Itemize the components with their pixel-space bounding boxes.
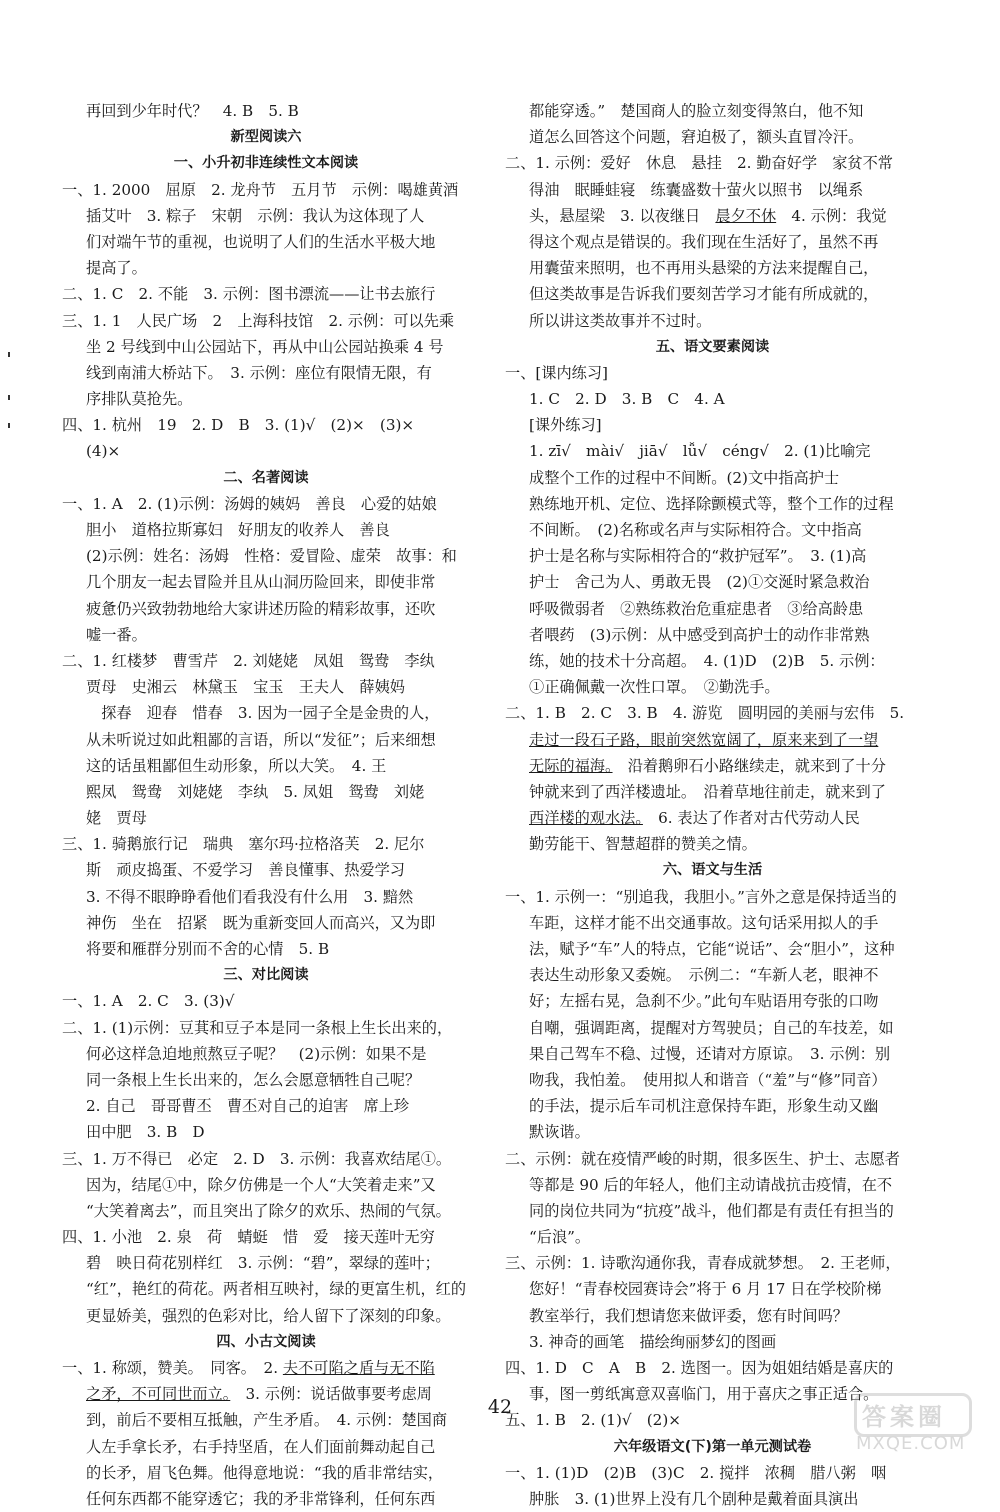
- answer-line: 一、[课内练习]: [505, 363, 608, 382]
- section-heading: 四、小古文阅读: [216, 1333, 316, 1350]
- answer-line: 护士 舍己为人、勇敢无畏 (2)①交涎时紧急救治: [529, 573, 870, 592]
- answer-line: 二、1. 示例：爱好 休息 悬挂 2. 勤奋好学 家贫不常: [505, 154, 893, 173]
- answer-line: 探春 迎春 惜春 3. 因为一园子全是金贵的人，: [86, 704, 440, 723]
- answer-line: 胆小 道格拉斯寡妇 好朋友的收养人 善良: [86, 521, 390, 539]
- answer-line: 走过一段石子路，眼前突然宽阔了，原来来到了一望: [529, 730, 879, 749]
- answer-line: 四、1. D C A B 2. 选图一。因为姐姐结婚是喜庆的: [505, 1359, 894, 1377]
- answer-line: 头，悬屋梁 3. 以夜继日 晨夕不休 4. 示例：我觉: [529, 206, 887, 225]
- answer-line: 更显娇美，强烈的色彩对比，给人留下了深刻的印象。: [86, 1306, 451, 1325]
- answer-line: 同的岗位共同为“抗疫”战斗，他们都是有责任有担当的: [529, 1201, 894, 1220]
- watermark-text: 答案圈: [862, 1402, 946, 1431]
- answer-line: 成整个工作的过程中不间断。(2)文中指高护士: [529, 468, 840, 487]
- answer-line: 坐 2 号线到中山公园站下，再从中山公园站换乘 4 号: [86, 337, 444, 356]
- answer-line: 任何东西都不能穿透它；我的矛非常锋利，任何东西: [86, 1489, 436, 1508]
- section-heading: 五、语文要素阅读: [655, 338, 770, 355]
- answer-line: 一、1. A 2. C 3. (3)√: [62, 992, 235, 1011]
- answer-line: 呼吸微弱者 ②熟练救治危重症患者 ③给高龄患: [529, 599, 864, 618]
- answer-line: ①正确佩戴一次性口罩。 ②勤洗手。: [529, 678, 780, 697]
- answer-line: 1. zī√ mài√ jiā√ lǚ√ céng√ 2. (1)比喻完: [529, 442, 871, 461]
- answer-line: 无际的福海。 沿着鹅卵石小路继续走，就来到了十分: [529, 756, 886, 775]
- answer-line: 们对端午节的重视，也说明了人们的生活水平极大地: [86, 232, 436, 251]
- answer-line: 从未听说过如此粗鄙的言语，所以“发征”；后来细想: [86, 730, 436, 749]
- answer-line: 嘘一番。: [86, 625, 147, 644]
- section-heading: 新型阅读六: [230, 129, 302, 146]
- answer-line: 果自己驾车不稳、过慢，还请对方原谅。 3. 示例：别: [529, 1044, 891, 1063]
- answer-line: 吻我，我怕羞。 使用拟人和谐音（“羞”与“修”同音）: [529, 1070, 887, 1089]
- answer-line: 这的话虽粗鄙但生动形象，所以大笑。 4. 王: [86, 756, 387, 775]
- answer-line: 都能穿透。” 楚国商人的脸立刻变得煞白，他不知: [529, 102, 864, 120]
- section-heading: 二、名著阅读: [223, 469, 309, 486]
- right-column: [505, 98, 920, 1512]
- answer-line: 到，前后不要相互抵触，产生矛盾。 4. 示例：楚国商: [86, 1411, 448, 1430]
- answer-line: 碧 映日荷花别样红 3. 示例：“碧”，翠绿的莲叶；: [86, 1254, 440, 1273]
- answer-line: 得油 眠睡蛙寝 练囊盛数十萤火以照书 以绳系: [529, 180, 864, 199]
- answer-line: 几个朋友一起去冒险并且从山洞历险回来，即使非常: [86, 573, 436, 592]
- answer-line: 3. 神奇的画笔 描绘绚丽梦幻的图画: [529, 1332, 777, 1351]
- left-column: [62, 98, 470, 1512]
- answer-line: 的长矛，眉飞色舞。他得意地说：“我的盾非常结实，: [86, 1463, 444, 1482]
- answer-line: (4)×: [86, 442, 121, 461]
- answer-line: 所以讲这类故事并不过时。: [529, 311, 712, 330]
- answer-line: 用囊萤来照明，也不再用头悬梁的方法来提醒自己，: [529, 259, 879, 278]
- answer-line: 人左手拿长矛，右手持坚盾，在人们面前舞动起自己: [86, 1437, 436, 1456]
- answer-line: 三、示例：1. 诗歌沟通你我，青春成就梦想。 2. 王老师，: [505, 1254, 901, 1273]
- answer-line: 再回到少年时代？ 4. B 5. B: [86, 102, 299, 120]
- answer-line: “红”，艳红的荷花。两者相互映衬，绿的更富生机，红的: [86, 1280, 467, 1299]
- answer-line: “后浪”。: [529, 1228, 591, 1247]
- answer-line: 神伤 坐在 招紧 既为重新变回人而高兴，又为即: [86, 913, 436, 932]
- answer-line: 五、1. B 2. (1)√ (2)×: [505, 1411, 681, 1430]
- answer-line: 二、示例：就在疫情严峻的时期，很多医生、护士、志愿者: [505, 1149, 900, 1168]
- answer-line: 三、1. 万不得已 必定 2. D 3. 示例：我喜欢结尾①。: [62, 1149, 452, 1168]
- answer-line: 四、1. 小池 2. 泉 荷 蜻蜓 惜 爱 接天莲叶无穷: [62, 1228, 435, 1247]
- answer-line: 一、1. 2000 屈原 2. 龙舟节 五月节 示例：喝雄黄酒: [62, 180, 459, 199]
- answer-line: 田中肥 3. B D: [86, 1123, 205, 1142]
- answer-line: 提高了。: [86, 259, 147, 278]
- answer-line: 事，图一剪纸寓意双喜临门，用于喜庆之事正适合。: [529, 1385, 879, 1404]
- answer-line: 等都是 90 后的年轻人，他们主动请战抗击疫情，在不: [529, 1175, 893, 1194]
- answer-line: 教室举行，我们想请您来做评委，您有时间吗？: [529, 1306, 848, 1325]
- answer-line: 插艾叶 3. 粽子 宋朝 示例：我认为这体现了人: [86, 206, 425, 225]
- answer-line: 车距，这样才能不出交通事故。这句话采用拟人的手: [529, 913, 879, 932]
- answer-line: 得这个观点是错误的。我们现在生活好了，虽然不再: [529, 232, 879, 251]
- answer-line: 三、1. 骑鹅旅行记 瑞典 塞尔玛·拉格洛芙 2. 尼尔: [62, 835, 425, 854]
- answer-line: 一、1. 示例一：“别追我，我胆小。”言外之意是保持适当的: [505, 887, 897, 906]
- answer-line: 2. 自己 哥哥曹丕 曹丕对自己的迫害 席上珍: [86, 1097, 410, 1116]
- answer-line: 贾母 史湘云 林黛玉 宝玉 王夫人 薛姨妈: [86, 678, 405, 697]
- answer-line: 熙凤 鸳鸯 刘姥姥 李纨 5. 凤姐 鸳鸯 刘姥: [86, 782, 425, 801]
- answer-line: 自嘲，强调距离，提醒对方驾驶员；自己的车技差，如: [529, 1018, 894, 1037]
- answer-line: 因为，结尾①中，除夕仿佛是一个人“大笑着走来”又: [86, 1175, 436, 1194]
- answer-line: 勤劳能干、智慧超群的赞美之情。: [529, 835, 757, 854]
- answer-line: 道怎么回答这个问题，窘迫极了，额头直冒冷汗。: [529, 128, 864, 147]
- answer-line: 何必这样急迫地煎熬豆子呢？ (2)示例：如果不是: [86, 1044, 427, 1063]
- answer-line: “大笑着离去”，而且突出了除夕的欢乐、热闹的气氛。: [86, 1201, 451, 1220]
- answer-line: 一、1. A 2. (1)示例：汤姆的姨妈 善良 心爱的姑娘: [62, 494, 437, 513]
- page-number: 42: [487, 1396, 513, 1418]
- answer-line: 表达生动形象又委婉。 示例二：“车新人老，眼神不: [529, 966, 879, 985]
- answer-line: 但这类故事是告诉我们要刻苦学习才能有所成就的，: [529, 285, 879, 304]
- answer-line: 三、1. 1 人民广场 2 上海科技馆 2. 示例：可以先乘: [62, 311, 455, 330]
- answer-line: 同一条根上生长出来的，怎么会愿意牺牲自己呢？: [86, 1070, 421, 1089]
- answer-line: 3. 不得不眼睁睁看他们看我没有什么用 3. 黯然: [86, 887, 414, 906]
- answer-line: (2)示例：姓名：汤姆 性格：爱冒险、虚荣 故事：和: [86, 547, 457, 566]
- answer-line: 二、1. (1)示例：豆萁和豆子本是同一条根上生长出来的，: [62, 1018, 453, 1037]
- watermark-logo: [848, 1389, 978, 1453]
- answer-line: 一、1. 称颂，赞美。 同客。 2. 夫不可陷之盾与无不陷: [62, 1359, 435, 1377]
- answer-line: 钟就来到了西洋楼遗址。 沿着草地往前走，就来到了: [529, 782, 886, 801]
- answer-line: 线到南浦大桥站下。 3. 示例：座位有限情无限，有: [86, 363, 432, 382]
- answer-line: 1. C 2. D 3. B C 4. A: [529, 390, 725, 409]
- answer-line: 四、1. 杭州 19 2. D B 3. (1)√ (2)× (3)×: [62, 416, 415, 435]
- answer-line: 西洋楼的观水法。 6. 表达了作者对古代劳动人民: [529, 809, 860, 828]
- answer-line: 之矛，不可同世而立。 3. 示例：说话做事要考虑周: [86, 1385, 432, 1404]
- section-heading: 六、语文与生活: [662, 862, 763, 879]
- margin-mark: [8, 395, 10, 400]
- answer-line: 斯 顽皮捣蛋、不爱学习 善良懂事、热爱学习: [86, 861, 405, 880]
- answer-line: 疲惫仍兴致勃勃地给大家讲述历险的精彩故事，还吹: [86, 599, 436, 618]
- answer-line: 默诙谐。: [529, 1123, 590, 1142]
- answer-line: 者喂药 (3)示例：从中感受到高护士的动作非常熟: [529, 625, 870, 644]
- answer-line: 二、1. 红楼梦 曹雪芹 2. 刘姥姥 凤姐 鸳鸯 李纨: [62, 651, 435, 670]
- answer-line: 熟练地开机、定位、选择除颤模式等，整个工作的过程: [529, 494, 894, 513]
- answer-line: 不间断。 (2)名称或名声与实际相符合。文中指高: [529, 521, 862, 539]
- answer-line: 肿胀 3. (1)世界上没有几个剧种是戴着面具演出: [529, 1489, 859, 1508]
- answer-line: 的手法，提示后车司机注意保持车距，形象生动又幽: [529, 1097, 879, 1116]
- watermark-url: MXQE.COM: [856, 1433, 966, 1454]
- answer-line: 您好！“青春校园赛诗会”将于 6 月 17 日在学校阶梯: [529, 1280, 882, 1299]
- answer-line: 练，她的技术十分高超。 4. (1)D (2)B 5. 示例：: [529, 651, 885, 670]
- answer-line: 一、1. (1)D (2)B (3)C 2. 搅拌 浓稠 腊八粥 咽: [505, 1463, 887, 1482]
- margin-mark: [8, 352, 10, 357]
- answer-line: 二、1. C 2. 不能 3. 示例：图书漂流——让书去旅行: [62, 285, 436, 304]
- answer-line: 好；左摇右晃，急刹不少。”此句车贴语用夸张的口吻: [529, 992, 879, 1011]
- section-heading: 六年级语文(下)第一单元测试卷: [613, 1438, 812, 1455]
- answer-line: 法，赋予“车”人的特点，它能“说话”、会“胆小”，这种: [529, 940, 895, 958]
- answer-line: 姥 贾母: [86, 809, 147, 828]
- answer-line: 序排队莫抢先。: [86, 390, 193, 409]
- answer-line: [课外练习]: [529, 416, 602, 435]
- margin-mark: [8, 423, 10, 428]
- section-heading: 三、对比阅读: [223, 967, 309, 984]
- answer-line: 二、1. B 2. C 3. B 4. 游览 圆明园的美丽与宏伟 5.: [505, 704, 905, 723]
- answer-line: 护士是名称与实际相符合的“救护冠军”。 3. (1)高: [529, 547, 867, 566]
- answer-line: 将要和雁群分别而不舍的心情 5. B: [86, 940, 330, 958]
- section-heading: 一、小升初非连续性文本阅读: [173, 155, 359, 172]
